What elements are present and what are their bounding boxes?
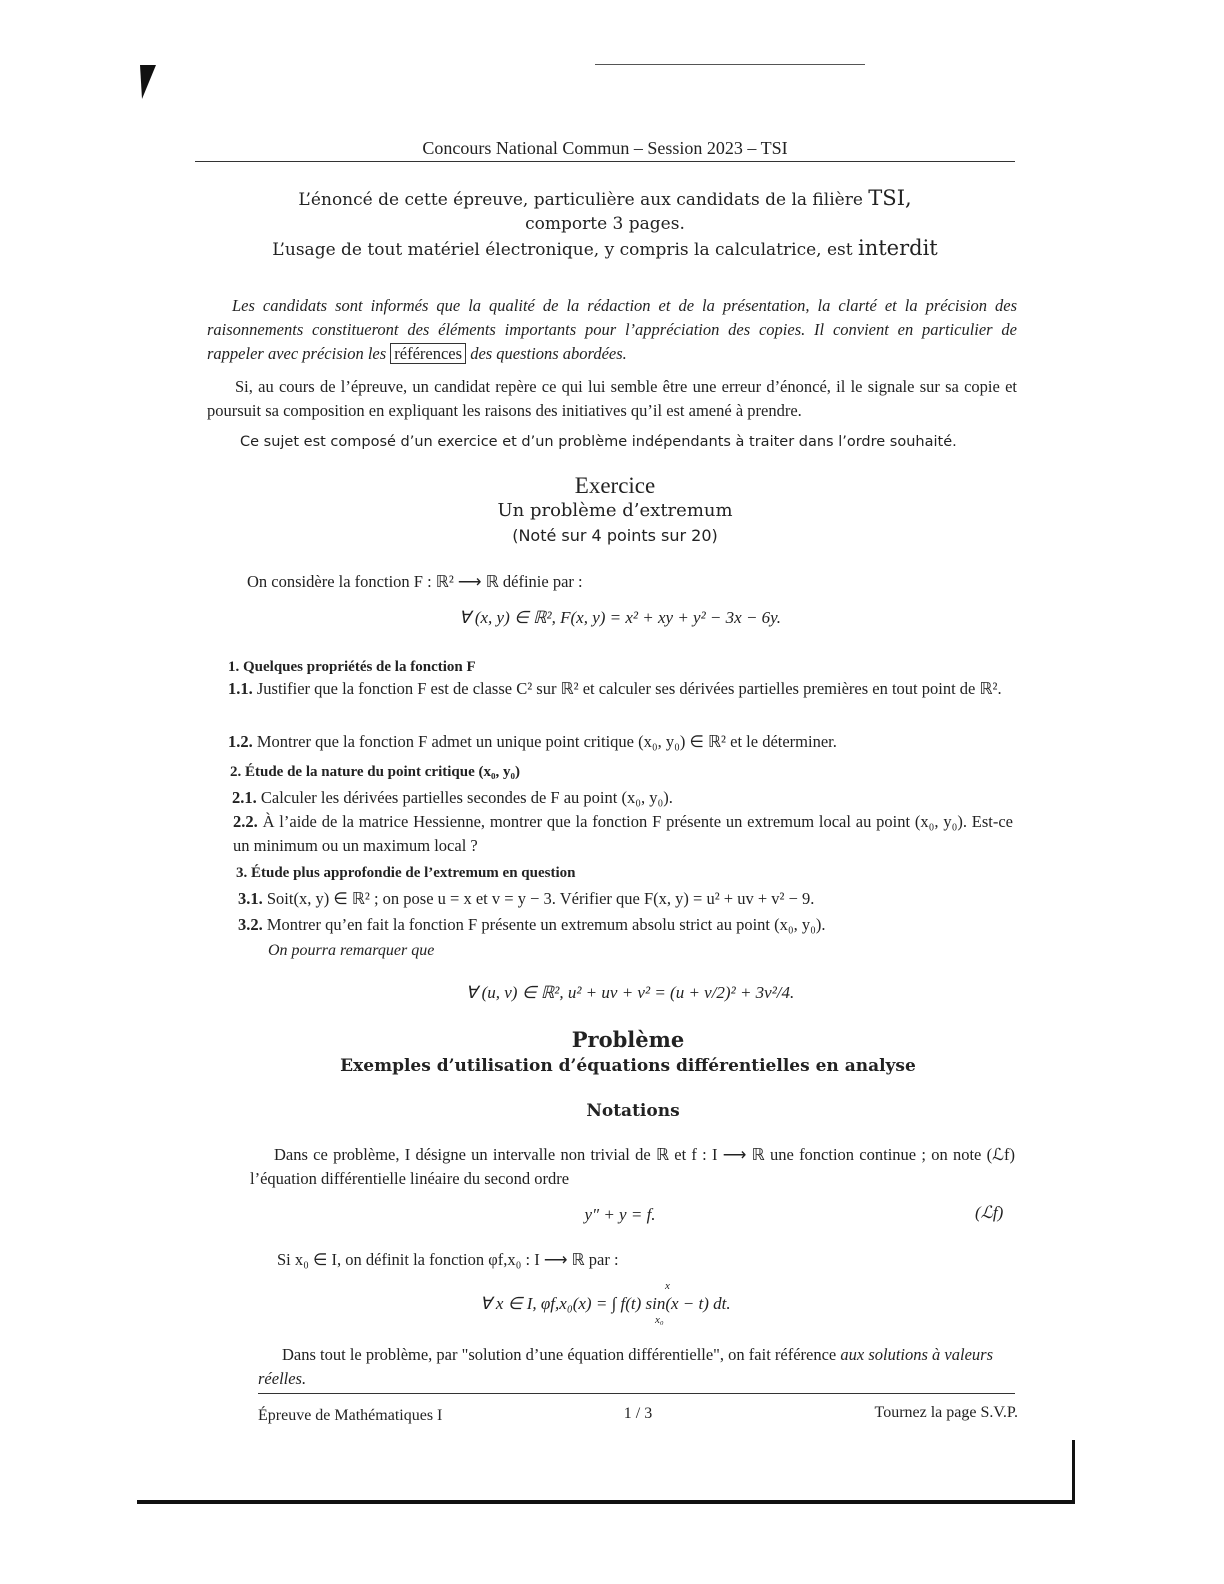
question-text: Étude de la nature du point critique (x₀, y₀) bbox=[245, 764, 520, 780]
footer-right: Tournez la page S.V.P. bbox=[874, 1404, 1018, 1421]
question-2-2 bbox=[233, 810, 1013, 858]
question-text: Étude plus approfondie de l’extremum en question bbox=[251, 865, 576, 881]
question-text: Quelques propriétés de la fonction F bbox=[243, 659, 476, 675]
integral-lower-bound: x₀ bbox=[655, 1314, 664, 1326]
question-text: À l’aide de la matrice Hessienne, montrer que la fonction F présente un extremum local au point (x₀, y₀). Est-ce un minimum ou un maximum local ? bbox=[233, 812, 1013, 855]
exercise-formula: ∀ (x, y) ∈ ℝ², F(x, y) = x² + xy + y² − 3x − 6y. bbox=[458, 608, 782, 627]
definition-formula bbox=[480, 1280, 840, 1334]
problem-subtitle: Exemples d’utilisation d’équations différentielles en analyse bbox=[340, 1056, 916, 1076]
notations-title: Notations bbox=[586, 1101, 680, 1121]
notice-line-3 bbox=[200, 236, 1010, 262]
exercise-hint-formula: ∀ (u, v) ∈ ℝ², u² + uv + v² = (u + v/2)² + 3v²/4. bbox=[465, 983, 795, 1002]
references-box: références bbox=[390, 343, 466, 364]
question-text: Montrer qu’en fait la fonction F présente un extremum absolu strict au point (x₀, y₀). bbox=[266, 915, 826, 934]
instructions-text-b: des questions abordées. bbox=[470, 344, 627, 363]
notice-line-1-emph: TSI, bbox=[868, 186, 912, 210]
bottom-scan-edge bbox=[137, 1500, 1075, 1504]
question-number: 1.2. bbox=[228, 732, 253, 751]
question-number: 2.1. bbox=[232, 788, 257, 807]
problem-title: Problème bbox=[571, 1027, 685, 1052]
question-text: Soit(x, y) ∈ ℝ² ; on pose u = x et v = y − 3. Vérifier que F(x, y) = u² + uv + v² − 9. bbox=[266, 889, 815, 908]
question-3 bbox=[236, 861, 1026, 885]
right-scan-edge bbox=[1072, 1440, 1075, 1502]
header-title: Concours National Commun – Session 2023 – TSI bbox=[422, 138, 788, 158]
footer-left: Épreuve de Mathématiques I bbox=[258, 1407, 443, 1424]
integral-upper-bound: x bbox=[665, 1280, 670, 1292]
question-number: 3.1. bbox=[238, 889, 263, 908]
instructions-paragraph-1 bbox=[207, 294, 1017, 366]
definition-formula-text: ∀ x ∈ I, φf,x₀(x) = ∫ f(t) sin(x − t) dt. bbox=[480, 1294, 731, 1313]
notice-line-1 bbox=[200, 186, 1010, 212]
question-number: 1.1. bbox=[228, 679, 253, 698]
instructions-paragraph-2: Si, au cours de l’épreuve, un candidat repère ce qui lui semble être une erreur d’énoncé, il le signale sur sa copie et poursuit sa composition en expliquant les raisons des initiatives qu’il est amené à prendre. bbox=[207, 377, 1017, 420]
question-number: 1. bbox=[228, 659, 240, 675]
question-2-1 bbox=[232, 786, 1022, 810]
notice-line-2: comporte 3 pages. bbox=[525, 214, 685, 234]
definition-text: Si x₀ ∈ I, on définit la fonction φf,x₀ : I ⟶ ℝ par : bbox=[277, 1250, 619, 1269]
exercise-subtitle: Un problème d’extremum bbox=[497, 500, 733, 521]
footer-page-number: 1 / 3 bbox=[623, 1405, 653, 1422]
final-paragraph bbox=[258, 1343, 1018, 1391]
header-rule bbox=[195, 161, 1015, 162]
question-2 bbox=[230, 760, 1020, 784]
footer-rule bbox=[258, 1393, 1015, 1394]
exercise-hint: On pourra remarquer que bbox=[268, 942, 435, 959]
exercise-points: (Noté sur 4 points sur 20) bbox=[512, 526, 718, 545]
question-1 bbox=[228, 655, 1018, 679]
instructions-text-a: Les candidats sont informés que la qualité de la rédaction et de la présentation, la clarté et la précision des raisonnements constitueront des éléments importants pour l’appréciation des copies. Il convient en particulier de rappeler avec précision les bbox=[207, 296, 1017, 363]
notice-line-3-emph: interdit bbox=[857, 236, 938, 260]
question-text: Montrer que la fonction F admet un unique point critique (x₀, y₀) ∈ ℝ² et le déterminer. bbox=[256, 732, 837, 751]
notice-line-1-text: L’énoncé de cette épreuve, particulière aux candidats de la filière bbox=[298, 190, 863, 210]
final-text-b: aux solutions à valeurs réelles. bbox=[258, 1345, 994, 1388]
top-scan-line bbox=[595, 64, 865, 65]
question-3-2 bbox=[238, 913, 1028, 937]
question-number: 3. bbox=[236, 865, 248, 881]
equation: y″ + y = f. bbox=[584, 1205, 656, 1224]
question-number: 2.2. bbox=[233, 812, 258, 831]
question-number: 2. bbox=[230, 764, 242, 780]
question-1-1 bbox=[228, 677, 1018, 701]
question-number: 3.2. bbox=[238, 915, 263, 934]
question-text: Justifier que la fonction F est de classe C² sur ℝ² et calculer ses dérivées partielles premières en tout point de ℝ². bbox=[256, 679, 1002, 698]
scan-corner-mark bbox=[134, 65, 156, 99]
final-text-a: Dans tout le problème, par "solution d’une équation différentielle", on fait référence bbox=[282, 1345, 837, 1364]
notice bbox=[200, 186, 1010, 262]
notice-line-3-text: L’usage de tout matériel électronique, y compris la calculatrice, est bbox=[272, 240, 853, 260]
notations-text: Dans ce problème, I désigne un intervalle non trivial de ℝ et f : I ⟶ ℝ une fonction continue ; on note (ℒf) l’équation différentielle linéaire du second ordre bbox=[250, 1145, 1015, 1188]
equation-tag: (ℒf) bbox=[975, 1203, 1004, 1222]
exercise-intro: On considère la fonction F : ℝ² ⟶ ℝ définie par : bbox=[247, 572, 583, 591]
question-3-1 bbox=[238, 887, 1028, 911]
instructions-paragraph-3: Ce sujet est composé d’un exercice et d’un problème indépendants à traiter dans l’ordre souhaité. bbox=[240, 434, 957, 450]
question-1-2 bbox=[228, 730, 1018, 754]
exercise-title: Exercice bbox=[574, 473, 656, 498]
question-text: Calculer les dérivées partielles secondes de F au point (x₀, y₀). bbox=[260, 788, 673, 807]
